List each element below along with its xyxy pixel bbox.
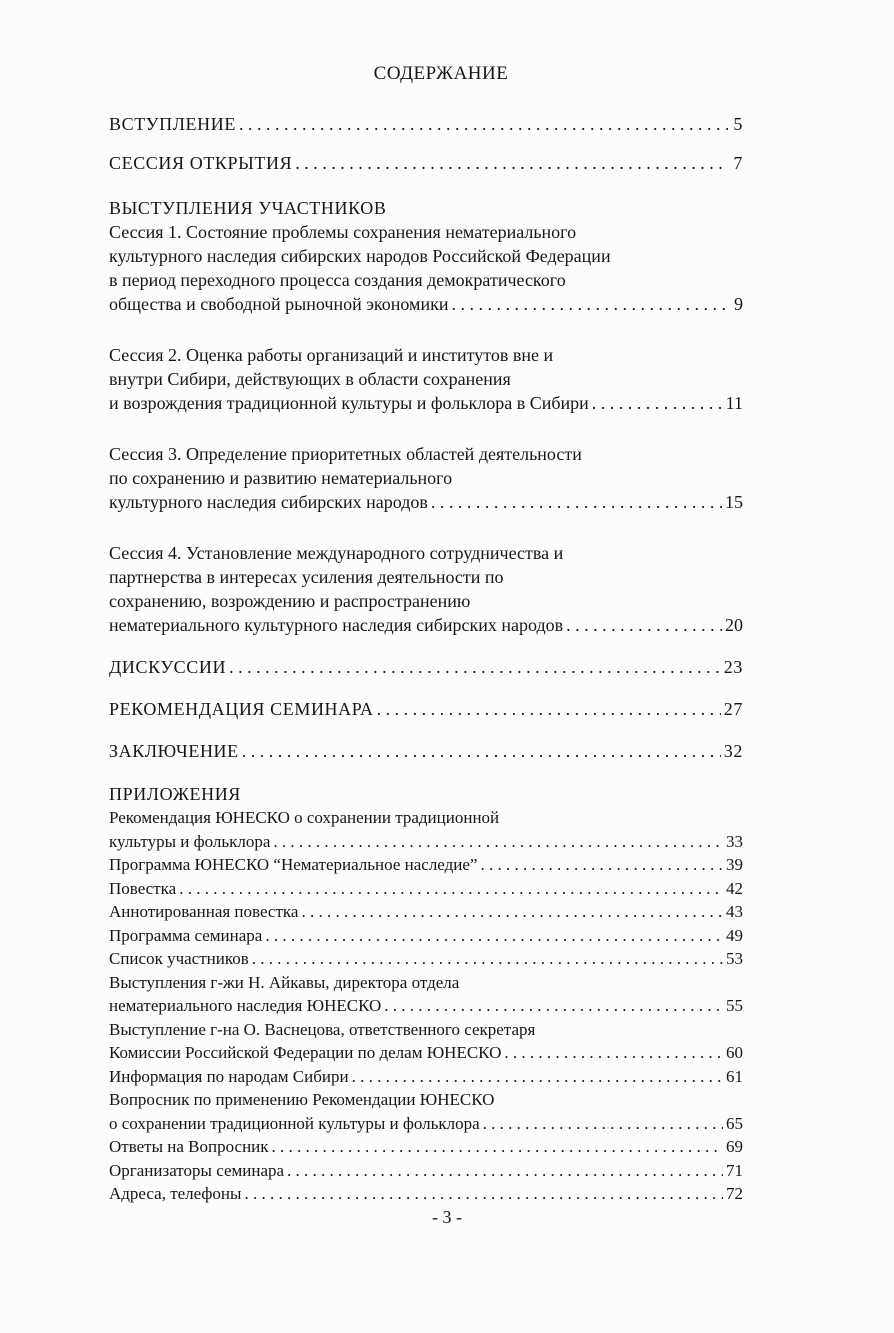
page-title: СОДЕРЖАНИЕ xyxy=(373,63,509,84)
dot-leader xyxy=(244,1182,723,1206)
page-ref: 55 xyxy=(726,996,743,1015)
session-title-line: Сессия 2. Оценка работы организаций и институтов вне и xyxy=(109,345,554,365)
page-ref: 9 xyxy=(734,294,743,314)
appendix-title-line: Организаторы семинара xyxy=(109,1160,285,1180)
dot-leader xyxy=(592,391,723,415)
dot-leader xyxy=(504,1041,723,1065)
appendix-title-line: Выступление г-на О. Васнецова, ответственного секретаря xyxy=(109,1019,536,1039)
page-ref: 60 xyxy=(726,1043,743,1062)
toc-entry-discussions[interactable]: ДИСКУССИИ . . . 23 xyxy=(109,655,743,679)
session-entry[interactable] xyxy=(109,442,743,514)
session-title-line: партнерства в интересах усиления деятельности по xyxy=(109,567,504,587)
dot-leader xyxy=(265,924,723,948)
appendix-title-line: Аннотированная повестка xyxy=(109,902,299,921)
page-ref: 49 xyxy=(726,925,743,945)
dot-leader xyxy=(566,613,722,637)
session-title-line: и возрождения традиционной культуры и фольклора в Сибири xyxy=(109,393,589,413)
appendix-title-line: Программа семинара xyxy=(109,925,263,945)
appendix-entry[interactable] xyxy=(109,1018,743,1065)
appendix-entry[interactable] xyxy=(109,924,743,948)
appendix-title-line: о сохранении традиционной культуры и фольклора xyxy=(109,1113,480,1133)
page-ref: 42 xyxy=(726,878,743,898)
appendix-title-line: Повестка xyxy=(109,878,177,898)
dot-leader xyxy=(352,1065,723,1089)
dot-leader xyxy=(431,490,722,514)
page-ref: 15 xyxy=(725,492,743,512)
dot-leader xyxy=(480,853,723,877)
dot-leader xyxy=(287,1159,723,1183)
appendix-title-line: Список участников xyxy=(109,949,249,968)
page-ref: 65 xyxy=(726,1113,743,1133)
session-title-line: по сохранению и развитию нематериального xyxy=(109,468,453,488)
session-entry[interactable] xyxy=(109,220,743,316)
session-entry[interactable] xyxy=(109,343,743,415)
toc-entry-recommendation[interactable]: РЕКОМЕНДАЦИЯ СЕМИНАРА . . . 27 xyxy=(109,697,743,721)
session-title-line: нематериального культурного наследия сибирских народов xyxy=(109,615,564,635)
session-title-line: общества и свободной рыночной экономики xyxy=(109,294,449,314)
page-number: - 3 - xyxy=(432,1207,462,1227)
session-title-line: Сессия 4. Установление международного сотрудничества и xyxy=(109,543,564,563)
appendix-entry[interactable] xyxy=(109,1135,743,1159)
session-title-line: сохранению, возрождению и распространению xyxy=(109,591,471,611)
appendix-title-line: Рекомендация ЮНЕСКО о сохранении традиционной xyxy=(109,808,500,827)
toc-entry-intro[interactable]: ВСТУПЛЕНИЕ . . . 5 xyxy=(109,112,743,136)
dot-leader xyxy=(483,1112,723,1136)
appendix-entry[interactable] xyxy=(109,806,743,853)
session-title-line: Сессия 3. Определение приоритетных областей деятельности xyxy=(109,444,582,464)
appendices-list xyxy=(109,806,743,1206)
dot-leader xyxy=(252,947,723,971)
page-ref: 72 xyxy=(726,1184,743,1203)
page-ref: 43 xyxy=(726,902,743,921)
appendix-entry[interactable] xyxy=(109,877,743,901)
table-of-contents xyxy=(109,60,743,1206)
page-ref: 11 xyxy=(725,393,743,413)
appendix-title-line: Информация по народам Сибири xyxy=(109,1066,349,1086)
session-title-line: культурного наследия сибирских народов xyxy=(109,492,428,512)
appendix-title-line: Комиссии Российской Федерации по делам ЮНЕСКО xyxy=(109,1043,502,1062)
appendix-entry[interactable] xyxy=(109,900,743,924)
appendix-entry[interactable] xyxy=(109,1182,743,1206)
appendix-entry[interactable] xyxy=(109,1088,743,1135)
dot-leader xyxy=(179,877,723,901)
page-ref: 39 xyxy=(726,855,743,874)
appendix-title-line: Адреса, телефоны xyxy=(109,1184,242,1203)
appendix-entry[interactable] xyxy=(109,1159,743,1183)
appendix-entry[interactable] xyxy=(109,853,743,877)
toc-entry-opening[interactable]: СЕССИЯ ОТКРЫТИЯ . . . 7 xyxy=(109,151,743,175)
appendix-entry[interactable] xyxy=(109,1065,743,1089)
appendix-title-line: Вопросник по применению Рекомендации ЮНЕСКО xyxy=(109,1090,495,1109)
session-title-line: культурного наследия сибирских народов Российской Федерации xyxy=(109,246,611,266)
dot-leader xyxy=(272,1135,723,1159)
page-ref: 71 xyxy=(726,1160,743,1180)
page-ref: 53 xyxy=(726,949,743,968)
appendix-title-line: культуры и фольклора xyxy=(109,831,271,851)
session-title-line: Сессия 1. Состояние проблемы сохранения нематериального xyxy=(109,222,577,242)
section-heading-speeches: ВЫСТУПЛЕНИЯ УЧАСТНИКОВ xyxy=(109,198,387,218)
appendix-title-line: Ответы на Вопросник xyxy=(109,1137,269,1156)
page-ref: 69 xyxy=(726,1137,743,1156)
dot-leader xyxy=(451,292,728,316)
appendix-entry[interactable] xyxy=(109,947,743,971)
dot-leader xyxy=(384,994,723,1018)
dot-leader xyxy=(301,900,723,924)
dot-leader xyxy=(273,830,723,854)
toc-entry-conclusion[interactable]: ЗАКЛЮЧЕНИЕ . . . 32 xyxy=(109,739,743,763)
page-ref: 61 xyxy=(726,1066,743,1086)
session-title-line: внутри Сибири, действующих в области сохранения xyxy=(109,369,511,389)
appendix-title-line: нематериального наследия ЮНЕСКО xyxy=(109,996,382,1015)
section-heading-appendices: ПРИЛОЖЕНИЯ xyxy=(109,784,241,804)
page-ref: 20 xyxy=(725,615,743,635)
sessions-list xyxy=(109,220,743,637)
page-ref: 33 xyxy=(726,831,743,851)
session-entry[interactable] xyxy=(109,541,743,637)
appendix-title-line: Программа ЮНЕСКО “Нематериальное наследие” xyxy=(109,855,478,874)
session-title-line: в период переходного процесса создания демократического xyxy=(109,270,566,290)
appendix-entry[interactable] xyxy=(109,971,743,1018)
appendix-title-line: Выступления г-жи Н. Айкавы, директора отдела xyxy=(109,972,460,992)
